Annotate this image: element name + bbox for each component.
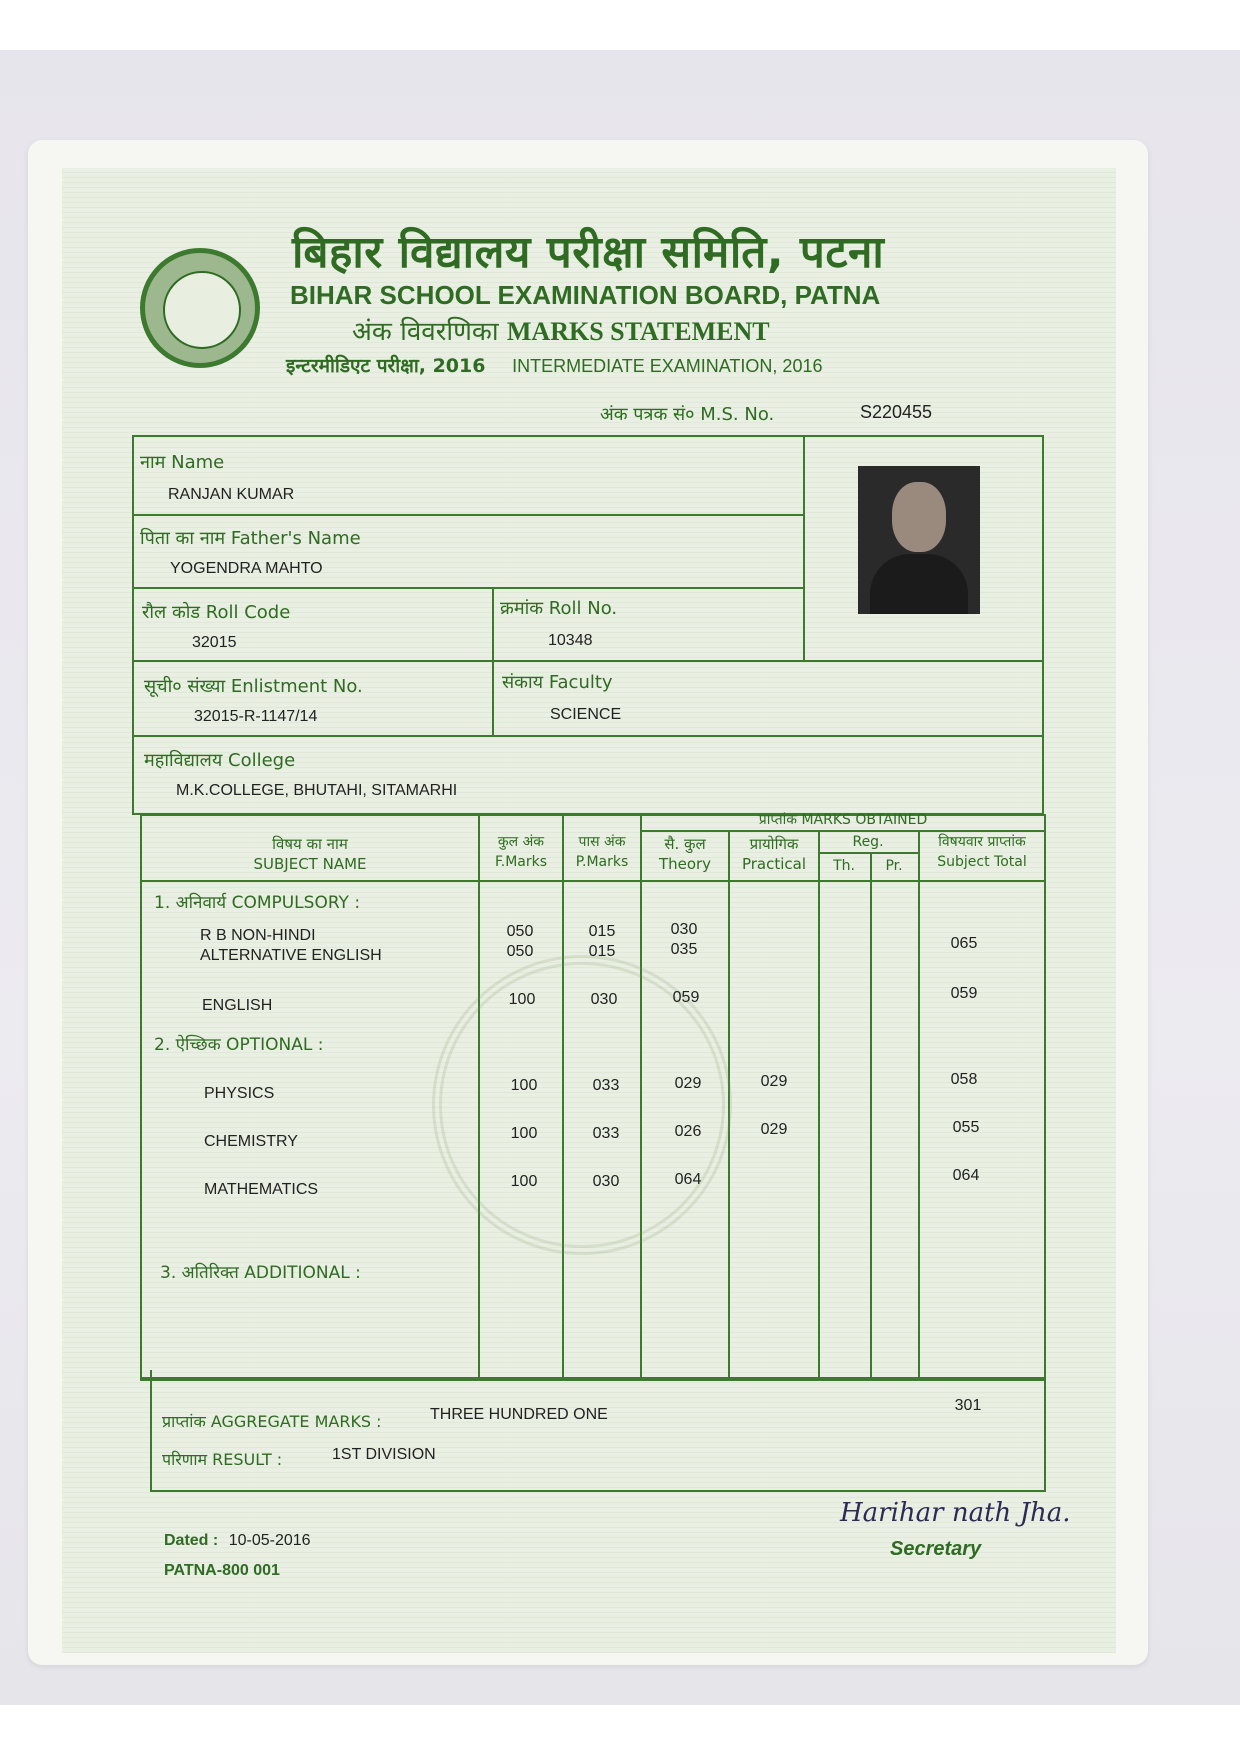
table-row-subject: ENGLISH	[202, 997, 273, 1014]
theory-header-hindi: सै. कुल	[664, 835, 706, 853]
table-header-divider	[140, 880, 1046, 882]
divider	[132, 735, 1044, 737]
ms-number	[600, 402, 933, 426]
divider	[132, 514, 803, 516]
enlistment-value: 32015-R-1147/14	[194, 708, 318, 725]
roll-no-label: क्रमांक Roll No.	[500, 598, 618, 619]
table-row-full: 100	[510, 1125, 538, 1142]
exam-title	[286, 352, 822, 378]
table-row-pass: 033	[592, 1125, 620, 1142]
name-label: नाम Name	[140, 452, 225, 473]
ms-number-label: अंक पत्रक सं० M.S. No.	[600, 404, 775, 425]
ms-number-value: S220455	[860, 402, 933, 422]
optional-section-label: 2. ऐच्छिक OPTIONAL :	[154, 1035, 324, 1055]
table-row-subject: MATHEMATICS	[204, 1181, 319, 1198]
secretary-signature: Harihar nath Jha.	[840, 1498, 1071, 1528]
board-seal-icon	[140, 248, 260, 368]
table-row-theory: 059	[672, 989, 700, 1006]
faculty-value: SCIENCE	[550, 706, 622, 723]
reg-practical-header: Pr.	[885, 858, 903, 874]
practical-header-hindi: प्रायोगिक	[749, 835, 799, 853]
college-label: महाविद्यालय College	[144, 750, 296, 771]
faculty-label: संकाय Faculty	[502, 672, 613, 693]
full-marks-hindi: कुल अंक	[497, 834, 545, 850]
dated-value: 10-05-2016	[228, 1532, 311, 1549]
table-row-subject: CHEMISTRY	[204, 1133, 298, 1150]
table-row-total: 064	[952, 1167, 980, 1184]
table-row-subject: PHYSICS	[204, 1085, 275, 1102]
result-label: परिणाम RESULT :	[162, 1450, 283, 1469]
table-row-pass: 030	[590, 991, 618, 1008]
table-row-practical: 029	[760, 1073, 788, 1090]
reg-header: Reg.	[852, 834, 884, 850]
pass-marks-hindi: पास अंक	[578, 834, 626, 850]
table-row-theory: 026	[674, 1123, 702, 1140]
subject-header-english: SUBJECT NAME	[253, 855, 367, 873]
theory-header-english: Theory	[658, 855, 712, 873]
roll-no-value: 10348	[548, 632, 593, 649]
statement-title-hindi: अंक विवरणिका	[352, 317, 499, 347]
statement-title	[352, 312, 770, 348]
place: PATNA-800 001	[164, 1562, 280, 1579]
table-row-full: 100	[510, 1173, 538, 1190]
college-value: M.K.COLLEGE, BHUTAHI, SITAMARHI	[176, 782, 458, 799]
table-row-pass: 033	[592, 1077, 620, 1094]
practical-header-english: Practical	[741, 855, 807, 873]
divider	[132, 587, 803, 589]
practical-header	[730, 834, 818, 874]
board-title-english: BIHAR SCHOOL EXAMINATION BOARD, PATNA	[290, 280, 881, 310]
col-divider	[870, 852, 872, 1379]
aggregate-words: THREE HUNDRED ONE	[430, 1406, 608, 1423]
photo-divider	[803, 435, 805, 660]
father-name-value: YOGENDRA MAHTO	[170, 560, 323, 577]
pass-marks-header	[564, 832, 640, 872]
board-title-hindi: बिहार विद्यालय परीक्षा समिति, पटना	[292, 227, 885, 278]
table-row-total: 055	[952, 1119, 980, 1136]
table-row-subject: R B NON-HINDI	[200, 927, 316, 944]
table-row-theory: 035	[670, 941, 698, 958]
table-row-full: 100	[510, 1077, 538, 1094]
aggregate-label: प्राप्तांक AGGREGATE MARKS :	[162, 1412, 382, 1431]
table-row-total: 058	[950, 1071, 978, 1088]
reg-theory-header: Th.	[833, 858, 855, 874]
table-row-pass: 015	[588, 943, 616, 960]
table-row-full: 050	[506, 943, 534, 960]
subject-total-hindi: विषयवार प्राप्तांक	[938, 834, 1026, 850]
table-row-pass: 015	[588, 923, 616, 940]
table-row-total: 065	[950, 935, 978, 952]
result-value: 1ST DIVISION	[332, 1446, 436, 1463]
dated-label: Dated :	[164, 1532, 219, 1549]
subject-total-header	[918, 832, 1046, 872]
table-row-subject: ALTERNATIVE ENGLISH	[200, 947, 382, 964]
father-name-label: पिता का नाम Father's Name	[140, 528, 361, 549]
subject-header	[150, 834, 470, 874]
compulsory-section-label: 1. अनिवार्य COMPULSORY :	[154, 893, 361, 913]
table-row-theory: 029	[674, 1075, 702, 1092]
statement-title-english: MARKS STATEMENT	[506, 317, 770, 346]
exam-title-hindi: इन्टरमीडिएट परीक्षा, 2016	[286, 355, 486, 377]
student-photo	[858, 466, 980, 614]
roll-code-label: रौल कोड Roll Code	[142, 602, 291, 623]
marks-obtained-header: प्राप्तांक MARKS OBTAINED	[758, 812, 928, 828]
aggregate-total: 301	[954, 1397, 982, 1414]
table-row-practical: 029	[760, 1121, 788, 1138]
enlistment-label: सूची० संख्या Enlistment No.	[144, 676, 363, 697]
table-row-pass: 030	[592, 1173, 620, 1190]
table-row-full: 050	[506, 923, 534, 940]
name-value: RANJAN KUMAR	[168, 486, 295, 503]
theory-header	[642, 834, 728, 874]
full-marks-header	[480, 832, 562, 872]
roll-code-value: 32015	[192, 634, 237, 651]
exam-title-english: INTERMEDIATE EXAMINATION, 2016	[512, 356, 823, 376]
additional-section-label: 3. अतिरिक्त ADDITIONAL :	[160, 1263, 361, 1283]
pass-marks-english: P.Marks	[575, 854, 629, 870]
subject-total-english: Subject Total	[937, 854, 1027, 870]
table-row-theory: 030	[670, 921, 698, 938]
full-marks-english: F.Marks	[494, 854, 548, 870]
col-divider	[918, 830, 920, 1379]
dated	[164, 1532, 311, 1550]
table-row-total: 059	[950, 985, 978, 1002]
subject-header-hindi: विषय का नाम	[272, 835, 348, 853]
divider	[132, 660, 1044, 662]
reg-divider	[818, 852, 918, 854]
col-divider	[818, 830, 820, 1379]
table-row-full: 100	[508, 991, 536, 1008]
table-row-theory: 064	[674, 1171, 702, 1188]
secretary-title: Secretary	[890, 1538, 982, 1560]
divider	[492, 587, 494, 735]
